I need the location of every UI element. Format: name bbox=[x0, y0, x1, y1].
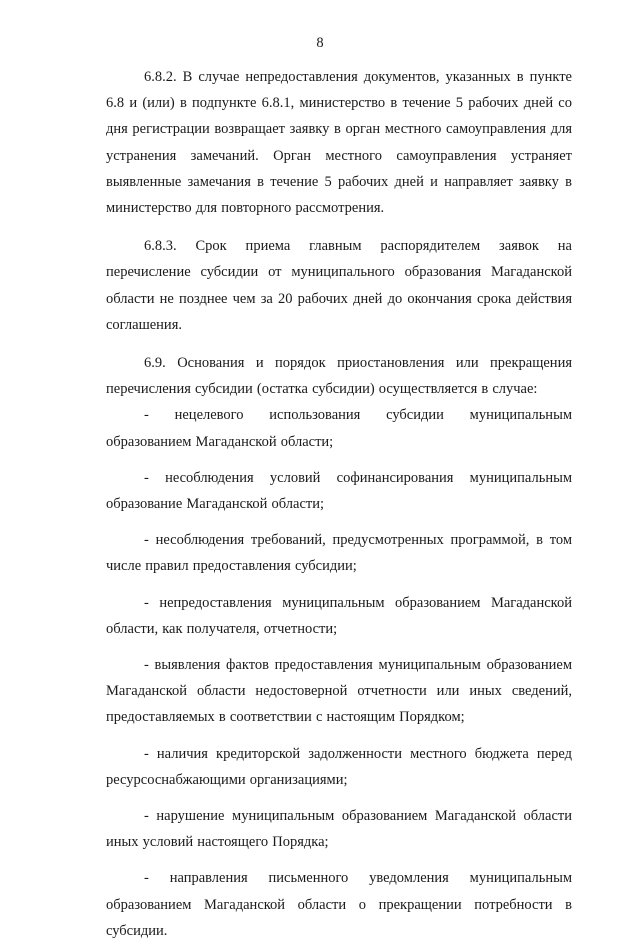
paragraph-6-8-3: 6.8.3. Срок приема главным распорядителем заявок на перечисление субсидии от муниципального образования Магаданской области не позднее чем за 20 рабочих дней до окончания срока действия соглашения. bbox=[106, 238, 572, 333]
list-item-violation: - нарушение муниципальным образованием Магаданской области иных условий настоящего Порядка; bbox=[106, 808, 572, 851]
paragraph-6-9: 6.9. Основания и порядок приостановления или прекращения перечисления субсидии (остатка субсидии) осуществляется в случае: bbox=[106, 355, 572, 398]
list-item-program-requirements: - несоблюдения требований, предусмотренных программой, в том числе правил предоставления субсидии; bbox=[106, 532, 572, 575]
list-item-termination-notice: - направления письменного уведомления муниципальным образованием Магаданской области о прекращении потребности в субсидии. bbox=[106, 870, 572, 939]
document-body bbox=[106, 64, 572, 944]
page-number: 8 bbox=[316, 35, 324, 51]
list-item-misuse: - нецелевого использования субсидии муниципальным образованием Магаданской области; bbox=[106, 407, 572, 450]
list-item-cofinancing: - несоблюдения условий софинансирования муниципальным образование Магаданской области; bbox=[106, 469, 572, 513]
list-item-false-reporting: - выявления фактов предоставления муниципальным образованием Магаданской области недостоверной отчетности или иных сведений, предоставляемых в соответствии с настоящим Порядком; bbox=[106, 657, 572, 726]
list-item-debt: - наличия кредиторской задолженности местного бюджета перед ресурсоснабжающими организациями; bbox=[106, 745, 572, 788]
paragraph-6-8-2: 6.8.2. В случае непредоставления документов, указанных в пункте 6.8 и (или) в подпункте 6.8.1, министерство в течение 5 рабочих дней со дня регистрации возвращает заявку в орган местного самоуправления для устранения замечаний. Орган местного самоуправления устраняет выявленные замечания в течение 5 рабочих дней и направляет заявку в министерство для повторного рассмотрения. bbox=[106, 69, 572, 217]
list-item-no-reporting: - непредоставления муниципальным образованием Магаданской области, как получателя, отчетности; bbox=[106, 594, 572, 637]
